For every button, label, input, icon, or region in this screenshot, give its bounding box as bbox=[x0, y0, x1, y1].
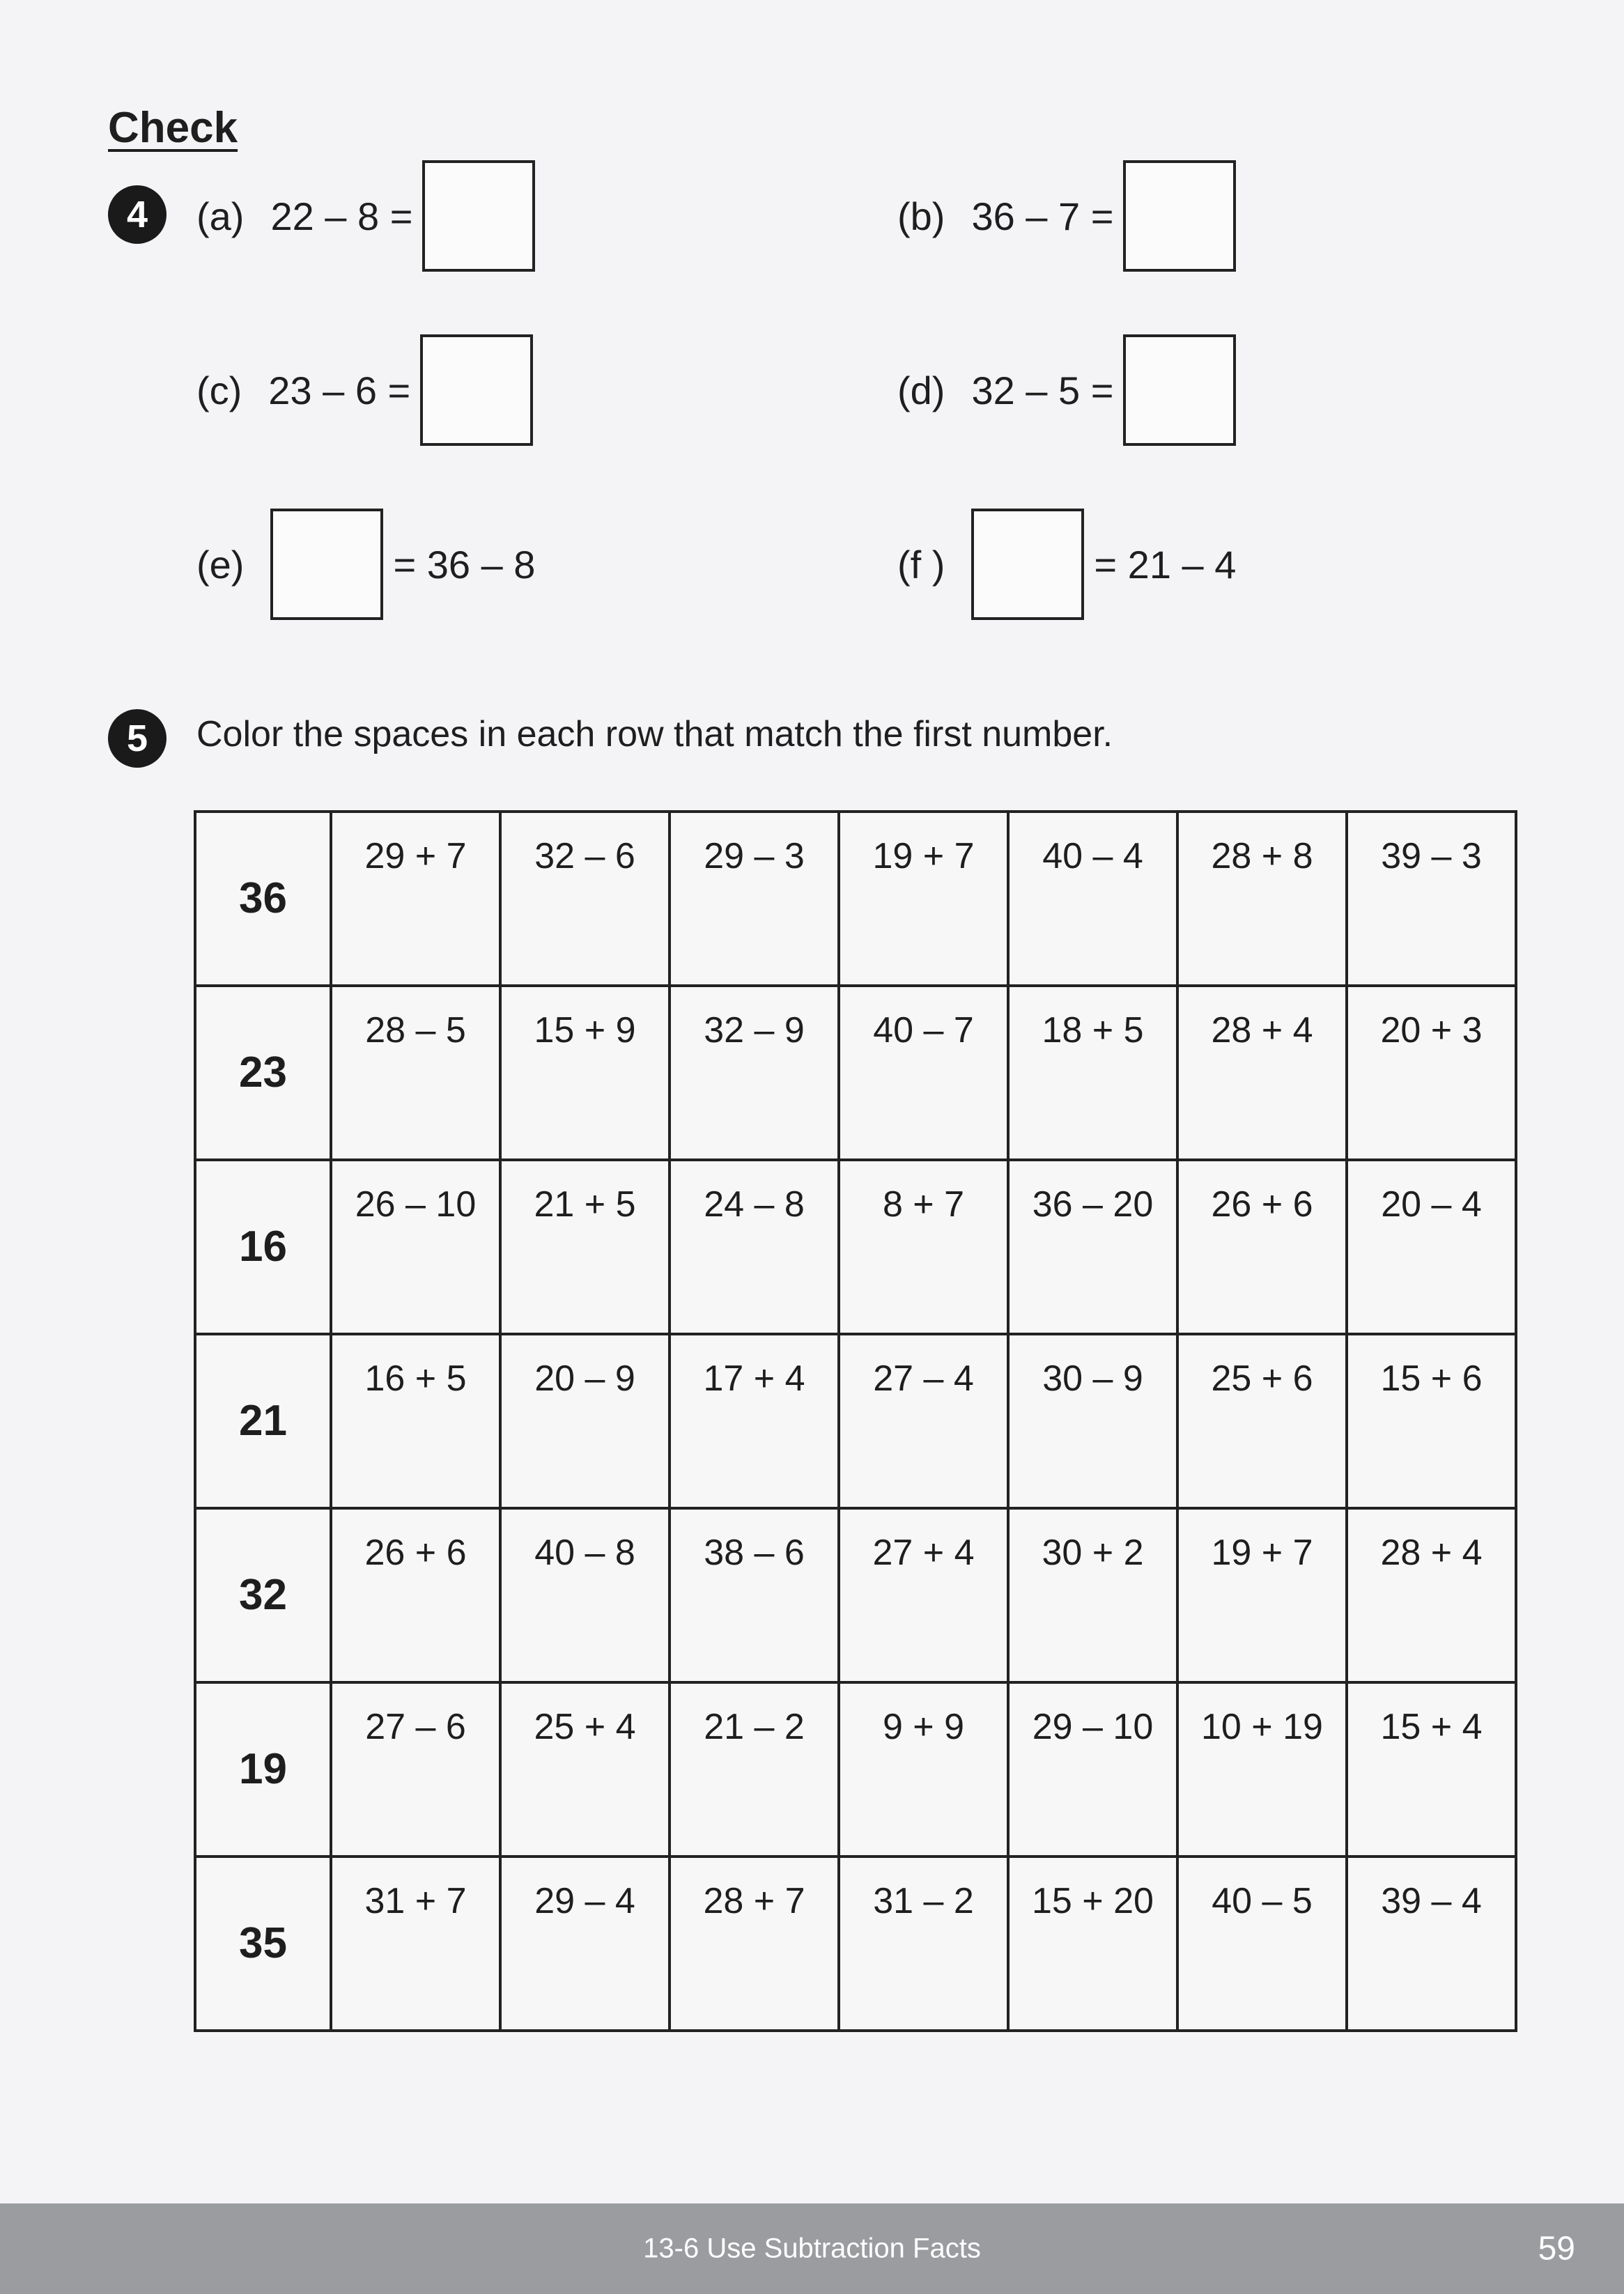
grid-cell[interactable]: 26 + 6 bbox=[1177, 1160, 1347, 1334]
grid-cell[interactable]: 21 – 2 bbox=[670, 1682, 839, 1857]
problem-letter: (b) bbox=[897, 194, 945, 238]
page-number: 59 bbox=[1538, 2230, 1575, 2268]
problem-expression: = 36 – 8 bbox=[393, 542, 536, 587]
problem-expression: 36 – 7 = bbox=[971, 194, 1114, 238]
grid-row bbox=[195, 1682, 1516, 1857]
problem-a bbox=[196, 159, 535, 273]
grid-cell[interactable]: 26 + 6 bbox=[331, 1508, 500, 1682]
row-target-number: 32 bbox=[195, 1508, 331, 1682]
row-target-number: 23 bbox=[195, 986, 331, 1160]
problem-letter: (e) bbox=[196, 542, 245, 587]
grid-cell[interactable]: 27 + 4 bbox=[839, 1508, 1008, 1682]
section-heading: Check bbox=[108, 104, 238, 152]
grid-cell[interactable]: 19 + 7 bbox=[839, 812, 1008, 986]
grid-cell[interactable]: 40 – 7 bbox=[839, 986, 1008, 1160]
grid-cell[interactable]: 40 – 8 bbox=[500, 1508, 670, 1682]
grid-cell[interactable]: 28 – 5 bbox=[331, 986, 500, 1160]
grid-cell[interactable]: 8 + 7 bbox=[839, 1160, 1008, 1334]
row-target-number: 36 bbox=[195, 812, 331, 986]
grid-cell[interactable]: 28 + 4 bbox=[1347, 1508, 1516, 1682]
grid-row bbox=[195, 1508, 1516, 1682]
grid-cell[interactable]: 16 + 5 bbox=[331, 1334, 500, 1508]
grid-cell[interactable]: 27 – 4 bbox=[839, 1334, 1008, 1508]
grid-cell[interactable]: 40 – 4 bbox=[1008, 812, 1177, 986]
grid-row bbox=[195, 1334, 1516, 1508]
answer-box[interactable] bbox=[422, 160, 535, 272]
row-target-number: 35 bbox=[195, 1857, 331, 2031]
grid-cell[interactable]: 29 – 3 bbox=[670, 812, 839, 986]
problem-expression: = 21 – 4 bbox=[1094, 542, 1237, 587]
problem-letter: (d) bbox=[897, 368, 945, 412]
question-number-4: 4 bbox=[108, 185, 167, 244]
grid-cell[interactable]: 28 + 8 bbox=[1177, 812, 1347, 986]
problem-d bbox=[897, 333, 1236, 447]
answer-box[interactable] bbox=[420, 334, 533, 446]
grid-cell[interactable]: 31 + 7 bbox=[331, 1857, 500, 2031]
grid-cell[interactable]: 20 – 4 bbox=[1347, 1160, 1516, 1334]
answer-box[interactable] bbox=[1123, 160, 1236, 272]
grid-cell[interactable]: 15 + 20 bbox=[1008, 1857, 1177, 2031]
row-target-number: 19 bbox=[195, 1682, 331, 1857]
grid-cell[interactable]: 15 + 4 bbox=[1347, 1682, 1516, 1857]
problem-letter: (a) bbox=[196, 194, 245, 238]
grid-row bbox=[195, 1160, 1516, 1334]
grid-cell[interactable]: 10 + 19 bbox=[1177, 1682, 1347, 1857]
grid-cell[interactable]: 15 + 9 bbox=[500, 986, 670, 1160]
row-target-number: 21 bbox=[195, 1334, 331, 1508]
grid-cell[interactable]: 20 + 3 bbox=[1347, 986, 1516, 1160]
grid-row bbox=[195, 812, 1516, 986]
row-target-number: 16 bbox=[195, 1160, 331, 1334]
answer-box[interactable] bbox=[270, 509, 383, 620]
grid-cell[interactable]: 28 + 7 bbox=[670, 1857, 839, 2031]
footer-caption: 13-6 Use Subtraction Facts bbox=[643, 2233, 981, 2264]
question-number-5: 5 bbox=[108, 709, 167, 768]
grid-cell[interactable]: 39 – 3 bbox=[1347, 812, 1516, 986]
grid-cell[interactable]: 21 + 5 bbox=[500, 1160, 670, 1334]
grid-cell[interactable]: 9 + 9 bbox=[839, 1682, 1008, 1857]
grid-cell[interactable]: 24 – 8 bbox=[670, 1160, 839, 1334]
grid-cell[interactable]: 19 + 7 bbox=[1177, 1508, 1347, 1682]
problem-letter: (f ) bbox=[897, 542, 945, 587]
grid-cell[interactable]: 29 – 4 bbox=[500, 1857, 670, 2031]
grid-cell[interactable]: 32 – 6 bbox=[500, 812, 670, 986]
grid-cell[interactable]: 38 – 6 bbox=[670, 1508, 839, 1682]
page-footer bbox=[0, 2203, 1624, 2294]
grid-cell[interactable]: 29 – 10 bbox=[1008, 1682, 1177, 1857]
grid-cell[interactable]: 28 + 4 bbox=[1177, 986, 1347, 1160]
problem-expression: 32 – 5 = bbox=[971, 368, 1114, 412]
grid-cell[interactable]: 20 – 9 bbox=[500, 1334, 670, 1508]
grid-cell[interactable]: 26 – 10 bbox=[331, 1160, 500, 1334]
grid-cell[interactable]: 30 + 2 bbox=[1008, 1508, 1177, 1682]
grid-cell[interactable]: 29 + 7 bbox=[331, 812, 500, 986]
problem-b bbox=[897, 159, 1236, 273]
grid-cell[interactable]: 40 – 5 bbox=[1177, 1857, 1347, 2031]
grid-row bbox=[195, 986, 1516, 1160]
problem-expression: 22 – 8 = bbox=[270, 194, 413, 238]
grid-row bbox=[195, 1857, 1516, 2031]
grid-cell[interactable]: 25 + 6 bbox=[1177, 1334, 1347, 1508]
problem-expression: 23 – 6 = bbox=[268, 368, 411, 412]
grid-cell[interactable]: 17 + 4 bbox=[670, 1334, 839, 1508]
grid-cell[interactable]: 32 – 9 bbox=[670, 986, 839, 1160]
grid-cell[interactable]: 30 – 9 bbox=[1008, 1334, 1177, 1508]
problem-e bbox=[196, 507, 535, 621]
grid-cell[interactable]: 25 + 4 bbox=[500, 1682, 670, 1857]
grid-cell[interactable]: 18 + 5 bbox=[1008, 986, 1177, 1160]
grid-cell[interactable]: 31 – 2 bbox=[839, 1857, 1008, 2031]
problem-f bbox=[897, 507, 1236, 621]
grid-cell[interactable]: 39 – 4 bbox=[1347, 1857, 1516, 2031]
grid-cell[interactable]: 27 – 6 bbox=[331, 1682, 500, 1857]
grid-cell[interactable]: 15 + 6 bbox=[1347, 1334, 1516, 1508]
question-instruction: Color the spaces in each row that match the first number. bbox=[196, 714, 1113, 754]
problem-c bbox=[196, 333, 533, 447]
grid-cell[interactable]: 36 – 20 bbox=[1008, 1160, 1177, 1334]
answer-box[interactable] bbox=[1123, 334, 1236, 446]
color-match-grid bbox=[194, 810, 1517, 2032]
problem-letter: (c) bbox=[196, 368, 242, 412]
answer-box[interactable] bbox=[971, 509, 1084, 620]
